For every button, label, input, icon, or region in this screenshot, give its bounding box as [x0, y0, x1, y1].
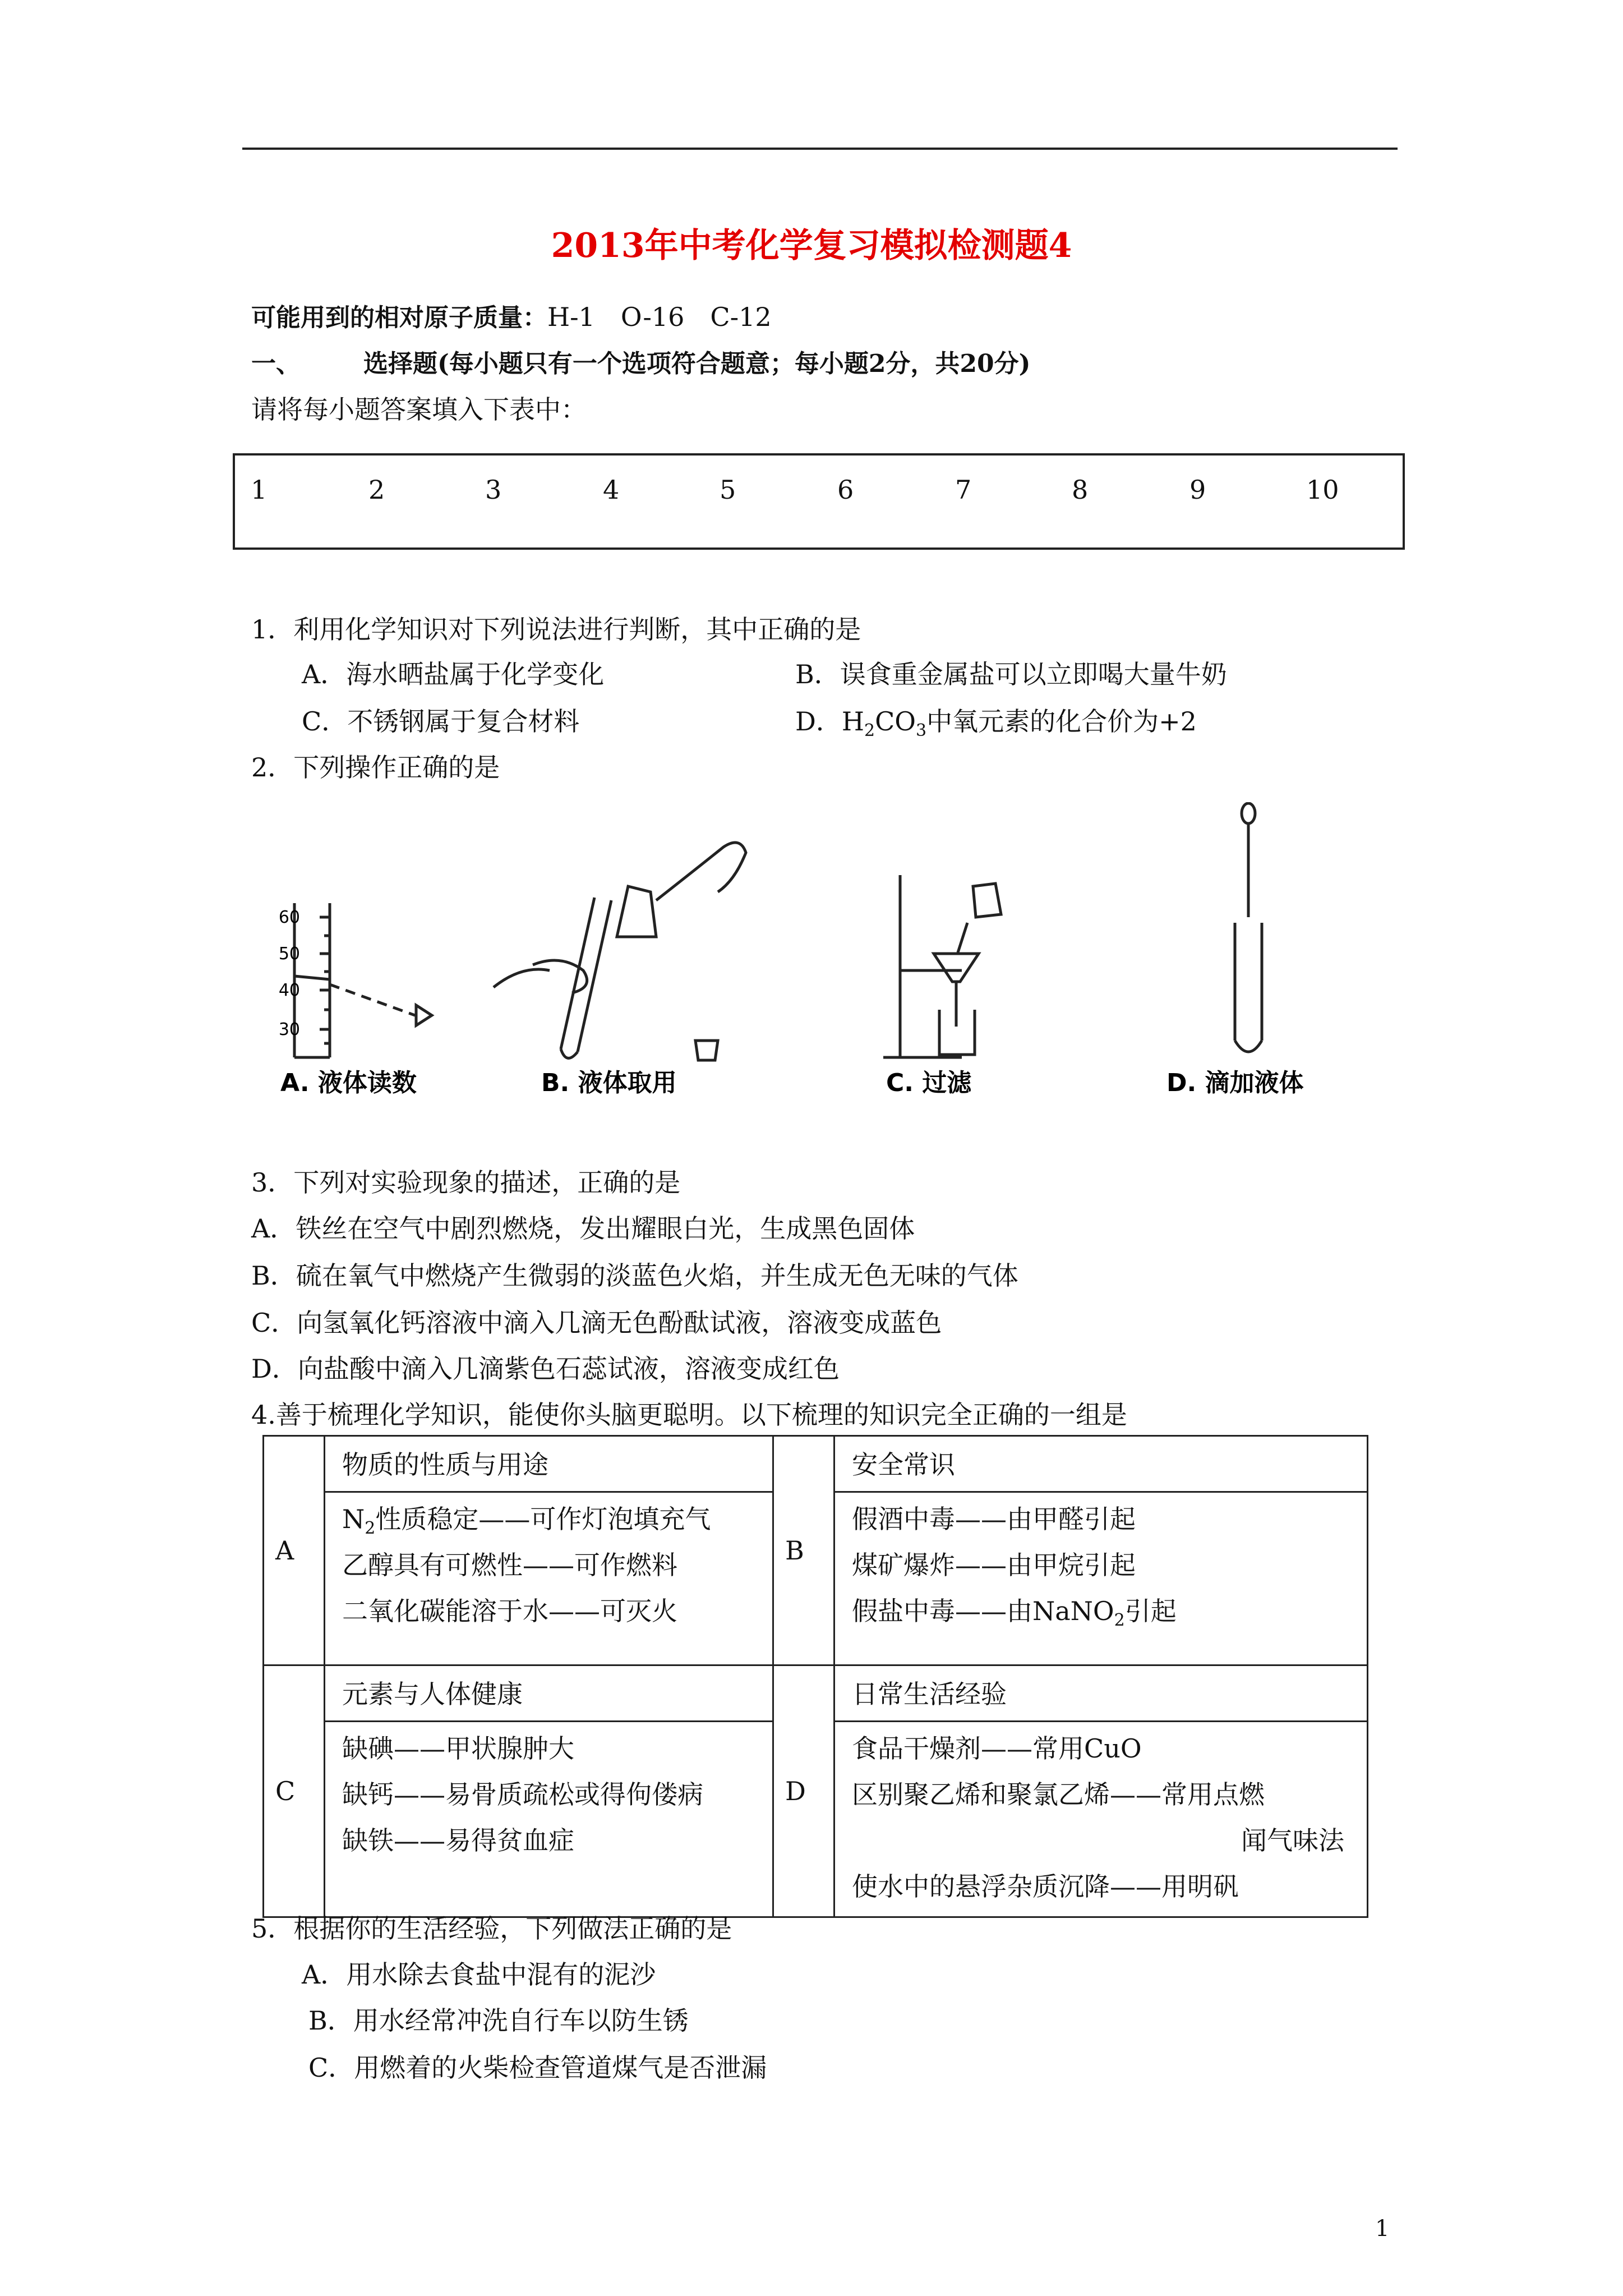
group-letter: B — [773, 1436, 834, 1665]
lab-operations-figure — [269, 802, 1357, 1111]
section1-title: 选择题(每小题只有一个选项符合题意；每小题2分，共20分) — [363, 349, 1031, 378]
atomic-mass-values: H-1 O-16 C-12 — [547, 302, 772, 332]
answer-cell: 7 — [955, 475, 972, 505]
q4-stem: 4.善于梳理化学知识，能使你头脑更聪明。以下梳理的知识完全正确的一组是 — [251, 1400, 1127, 1430]
answer-cell: 9 — [1189, 475, 1206, 505]
graduated-cylinder-icon — [294, 903, 432, 1057]
pouring-liquid-icon — [494, 843, 746, 1060]
scale-label: 60 — [278, 908, 300, 927]
q3-option-a: A．铁丝在空气中剧烈燃烧，发出耀眼白光，生成黑色固体 — [251, 1213, 915, 1244]
dropper-test-tube-icon — [1235, 803, 1262, 1052]
q3-option-b: B．硫在氧气中燃烧产生微弱的淡蓝色火焰，并生成无色无味的气体 — [251, 1260, 1018, 1291]
group-letter: A — [264, 1436, 325, 1665]
answer-cell: 1 — [251, 475, 268, 505]
answer-cell: 8 — [1072, 475, 1089, 505]
q3-option-d: D．向盐酸中滴入几滴紫色石蕊试液，溶液变成红色 — [251, 1354, 840, 1384]
answer-cell: 10 — [1306, 475, 1339, 505]
answer-table — [233, 453, 1405, 550]
scale-label: 30 — [278, 1020, 300, 1039]
fig-c-caption: C. 过滤 — [886, 1069, 972, 1097]
page-title: 2013年中考化学复习模拟检测题4 — [551, 226, 1072, 265]
knowledge-table — [262, 1435, 1368, 1918]
page-number: 1 — [1375, 2216, 1390, 2242]
fig-a-caption: A. 液体读数 — [280, 1069, 417, 1097]
group-content: $N_2$性质稳定——可作灯泡填充气 乙醇具有可燃性——可作燃料 二氧化碳能溶于水——可灭火 — [325, 1492, 773, 1665]
answer-cell: 3 — [485, 475, 502, 505]
fig-d-caption: D. 滴加液体 — [1166, 1069, 1304, 1097]
group-header: 日常生活经验 — [834, 1665, 1368, 1722]
scale-label: 50 — [278, 944, 300, 964]
group-letter: D — [773, 1665, 834, 1917]
q1-stem: 1．利用化学知识对下列说法进行判断，其中正确的是 — [251, 614, 861, 645]
answer-cell: 5 — [720, 475, 736, 505]
scale-label: 40 — [278, 981, 300, 1000]
group-letter: C — [264, 1665, 325, 1917]
section1-number: 一、 — [251, 349, 301, 378]
answer-cell: 6 — [837, 475, 854, 505]
group-content: 缺碘——甲状腺肿大 缺钙——易骨质疏松或得佝偻病 缺铁——易得贫血症 — [325, 1722, 773, 1917]
atomic-mass-label: 可能用到的相对原子质量： — [251, 303, 547, 332]
group-header: 安全常识 — [834, 1436, 1368, 1492]
q3-stem: 3．下列对实验现象的描述，正确的是 — [251, 1167, 681, 1198]
q1-option-a: A．海水晒盐属于化学变化 — [302, 659, 605, 689]
header-rule — [242, 148, 1398, 150]
q1-option-b: B．误食重金属盐可以立即喝大量牛奶 — [795, 659, 1227, 689]
q1-option-d: D．$H_2CO_3$中氧元素的化合价为+2 — [795, 706, 1197, 741]
filtration-setup-icon — [883, 875, 1001, 1057]
q5-option-c: C．用燃着的火柴检查管道煤气是否泄漏 — [308, 2053, 767, 2083]
fig-b-caption: B. 液体取用 — [541, 1069, 677, 1097]
q3-option-c: C．向氢氧化钙溶液中滴入几滴无色酚酞试液，溶液变成蓝色 — [251, 1308, 942, 1338]
q2-stem: 2．下列操作正确的是 — [251, 752, 500, 783]
q5-option-a: A．用水除去食盐中混有的泥沙 — [302, 1959, 656, 1990]
q5-stem: 5．根据你的生活经验，下列做法正确的是 — [251, 1913, 732, 1944]
atomic-mass-line — [251, 297, 772, 334]
group-content: 食品干燥剂——常用CuO 区别聚乙烯和聚氯乙烯——常用点燃 闻气味法 使水中的悬浮杂质沉降——用明矾 — [834, 1722, 1368, 1917]
section1-instruction: 请将每小题答案填入下表中： — [251, 394, 587, 425]
q1-option-c: C．不锈钢属于复合材料 — [302, 706, 580, 737]
group-header: 元素与人体健康 — [325, 1665, 773, 1722]
answer-cell: 4 — [603, 475, 620, 505]
group-content: 假酒中毒——由甲醛引起 煤矿爆炸——由甲烷引起 假盐中毒——由NaNO$_2$引起 — [834, 1492, 1368, 1665]
group-header: 物质的性质与用途 — [325, 1436, 773, 1492]
answer-cell: 2 — [368, 475, 385, 505]
q5-option-b: B．用水经常冲洗自行车以防生锈 — [308, 2005, 689, 2036]
